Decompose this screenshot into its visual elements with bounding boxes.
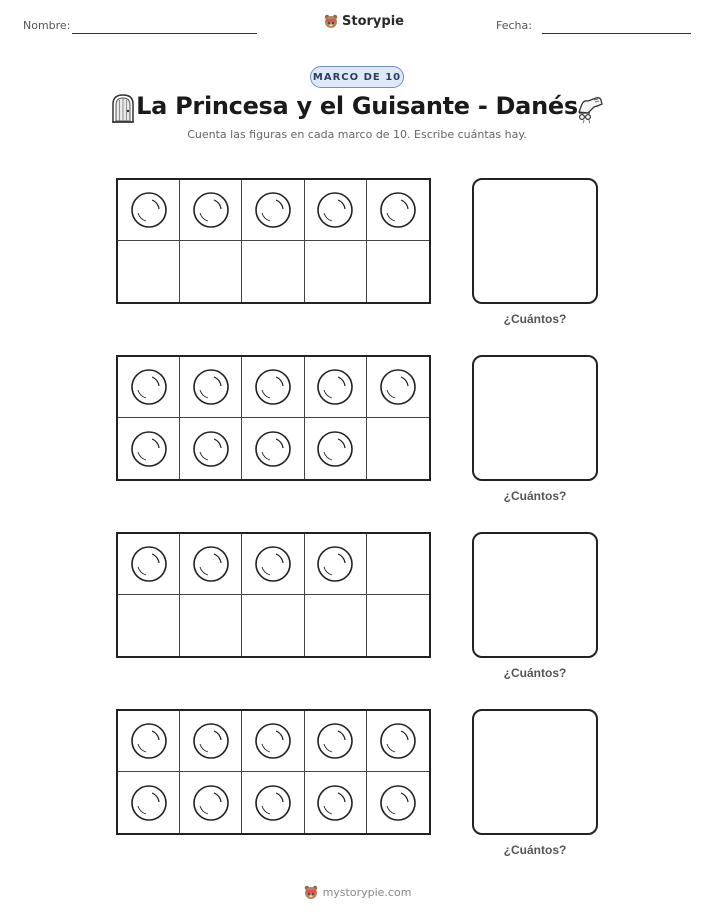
ten-frame-cell	[180, 357, 242, 418]
circle-counter-icon	[316, 368, 354, 406]
ten-frame-cell	[305, 711, 367, 772]
circle-counter-icon	[254, 784, 292, 822]
ten-frame-cell	[180, 711, 242, 772]
ten-frame-cell	[367, 595, 429, 656]
circle-counter-icon	[254, 545, 292, 583]
ten-frame-cell	[305, 241, 367, 302]
answer-label-3: ¿Cuántos?	[503, 666, 567, 680]
ten-frame-2	[116, 355, 431, 481]
ten-frame-cell	[180, 180, 242, 241]
ten-frame-cell	[367, 711, 429, 772]
footer	[0, 884, 714, 900]
brand-logo	[323, 13, 404, 29]
ten-frame-cell	[118, 534, 180, 595]
storypie-mascot-icon	[323, 13, 339, 29]
circle-counter-icon	[130, 545, 168, 583]
circle-counter-icon	[192, 545, 230, 583]
circle-counter-icon	[254, 722, 292, 760]
ten-frame-1	[116, 178, 431, 304]
ten-frame-cell	[180, 772, 242, 833]
circle-counter-icon	[254, 430, 292, 468]
ten-frame-cell	[305, 180, 367, 241]
date-label: Fecha:	[496, 19, 532, 32]
circle-counter-icon	[130, 191, 168, 229]
circle-counter-icon	[379, 784, 417, 822]
circle-counter-icon	[254, 191, 292, 229]
ten-frame-cell	[118, 772, 180, 833]
ten-frame-cell	[242, 595, 304, 656]
ten-frame-4	[116, 709, 431, 835]
ten-frame-cell	[180, 534, 242, 595]
ten-frame-cell	[367, 534, 429, 595]
ten-frame-cell	[118, 595, 180, 656]
ten-frame-cell	[367, 241, 429, 302]
ten-frame-cell	[305, 418, 367, 479]
circle-counter-icon	[192, 784, 230, 822]
ten-frame-cell	[242, 534, 304, 595]
ten-frame-cell	[180, 241, 242, 302]
ten-frame-cell	[180, 418, 242, 479]
storypie-mascot-icon	[303, 884, 319, 900]
circle-counter-icon	[192, 430, 230, 468]
circle-counter-icon	[379, 191, 417, 229]
name-line[interactable]	[72, 33, 257, 34]
ten-frame-cell	[242, 357, 304, 418]
circle-counter-icon	[130, 722, 168, 760]
ten-frame-cell	[367, 418, 429, 479]
ten-frame-cell	[305, 357, 367, 418]
ten-frame-cell	[305, 772, 367, 833]
circle-counter-icon	[316, 784, 354, 822]
footer-url[interactable]: mystorypie.com	[322, 885, 412, 899]
circle-counter-icon	[130, 784, 168, 822]
circle-counter-icon	[130, 430, 168, 468]
circle-counter-icon	[254, 368, 292, 406]
page-title: La Princesa y el Guisante - Danés	[136, 92, 578, 120]
ten-frame-3	[116, 532, 431, 658]
ten-frame-cell	[118, 711, 180, 772]
ten-frame-cell	[305, 595, 367, 656]
circle-counter-icon	[192, 368, 230, 406]
answer-label-2: ¿Cuántos?	[503, 489, 567, 503]
circle-counter-icon	[192, 722, 230, 760]
answer-label-1: ¿Cuántos?	[503, 312, 567, 326]
circle-counter-icon	[316, 430, 354, 468]
answer-label-4: ¿Cuántos?	[503, 843, 567, 857]
ten-frame-cell	[242, 711, 304, 772]
ten-frame-cell	[242, 772, 304, 833]
ten-frame-cell	[118, 241, 180, 302]
name-label: Nombre:	[23, 19, 71, 32]
instructions: Cuenta las figuras en cada marco de 10. Escribe cuántas hay.	[187, 128, 527, 141]
ten-frame-cell	[242, 241, 304, 302]
ten-frame-cell	[118, 180, 180, 241]
ten-frame-cell	[242, 180, 304, 241]
circle-counter-icon	[316, 722, 354, 760]
circle-counter-icon	[130, 368, 168, 406]
date-line[interactable]	[542, 33, 691, 34]
ten-frame-cell	[118, 418, 180, 479]
ten-frame-cell	[180, 595, 242, 656]
ten-frame-cell	[242, 418, 304, 479]
circle-counter-icon	[192, 191, 230, 229]
circle-counter-icon	[379, 368, 417, 406]
circle-counter-icon	[379, 722, 417, 760]
worksheet-type-badge: MARCO DE 10	[310, 66, 404, 88]
answer-box-1[interactable]	[472, 178, 598, 304]
ten-frame-cell	[367, 772, 429, 833]
answer-box-3[interactable]	[472, 532, 598, 658]
circle-counter-icon	[316, 191, 354, 229]
ten-frame-cell	[305, 534, 367, 595]
roller-skate-icon	[574, 92, 606, 124]
circle-counter-icon	[316, 545, 354, 583]
ten-frame-cell	[367, 357, 429, 418]
ten-frame-cell	[367, 180, 429, 241]
answer-box-4[interactable]	[472, 709, 598, 835]
brand-name: Storypie	[342, 13, 404, 29]
answer-box-2[interactable]	[472, 355, 598, 481]
ten-frame-cell	[118, 357, 180, 418]
